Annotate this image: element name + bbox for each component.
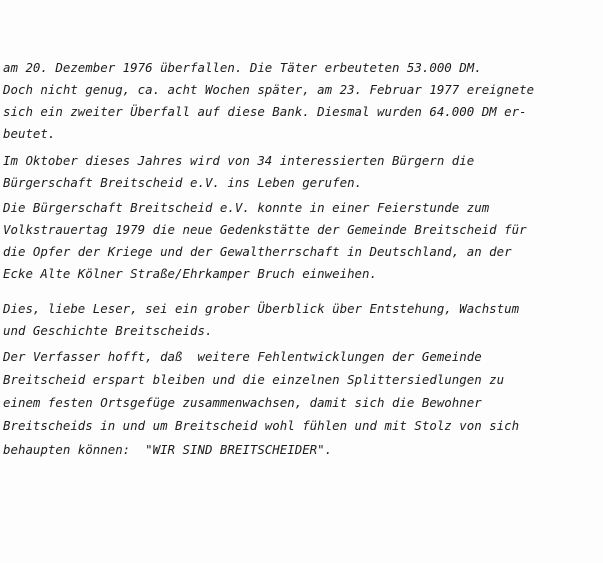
- text-line: am 20. Dezember 1976 überfallen. Die Täter erbeuteten 53.000 DM.: [3, 60, 482, 75]
- text-line: behaupten können: "WIR SIND BREITSCHEIDER".: [3, 442, 333, 457]
- text-line: Ecke Alte Kölner Straße/Ehrkamper Bruch einweihen.: [3, 266, 377, 281]
- text-line: Der Verfasser hofft, daß weitere Fehlentwicklungen der Gemeinde: [3, 349, 482, 364]
- text-line: Volkstrauertag 1979 die neue Gedenkstätte der Gemeinde Breitscheid für: [3, 222, 527, 237]
- text-line: und Geschichte Breitscheids.: [3, 323, 213, 338]
- text-line: Bürgerschaft Breitscheid e.V. ins Leben gerufen.: [3, 175, 363, 190]
- text-line: Die Bürgerschaft Breitscheid e.V. konnte in einer Feierstunde zum: [3, 200, 490, 215]
- text-line: sich ein zweiter Überfall auf diese Bank. Diesmal wurden 64.000 DM er-: [3, 104, 527, 119]
- text-line: Im Oktober dieses Jahres wird von 34 interessierten Bürgern die: [3, 153, 475, 168]
- document-text: [3, 0, 599, 457]
- text-line: die Opfer der Kriege und der Gewaltherrschaft in Deutschland, an der: [3, 244, 512, 259]
- text-line: Dies, liebe Leser, sei ein grober Überblick über Entstehung, Wachstum: [3, 301, 520, 316]
- text-line: Breitscheid erspart bleiben und die einzelnen Splittersiedlungen zu: [3, 372, 505, 387]
- text-line: Doch nicht genug, ca. acht Wochen später, am 23. Februar 1977 ereignete: [3, 82, 535, 97]
- text-line: beutet.: [3, 126, 56, 141]
- text-line: Breitscheids in und um Breitscheid wohl fühlen und mit Stolz von sich: [3, 418, 520, 433]
- text-line: einem festen Ortsgefüge zusammenwachsen, damit sich die Bewohner: [3, 395, 482, 410]
